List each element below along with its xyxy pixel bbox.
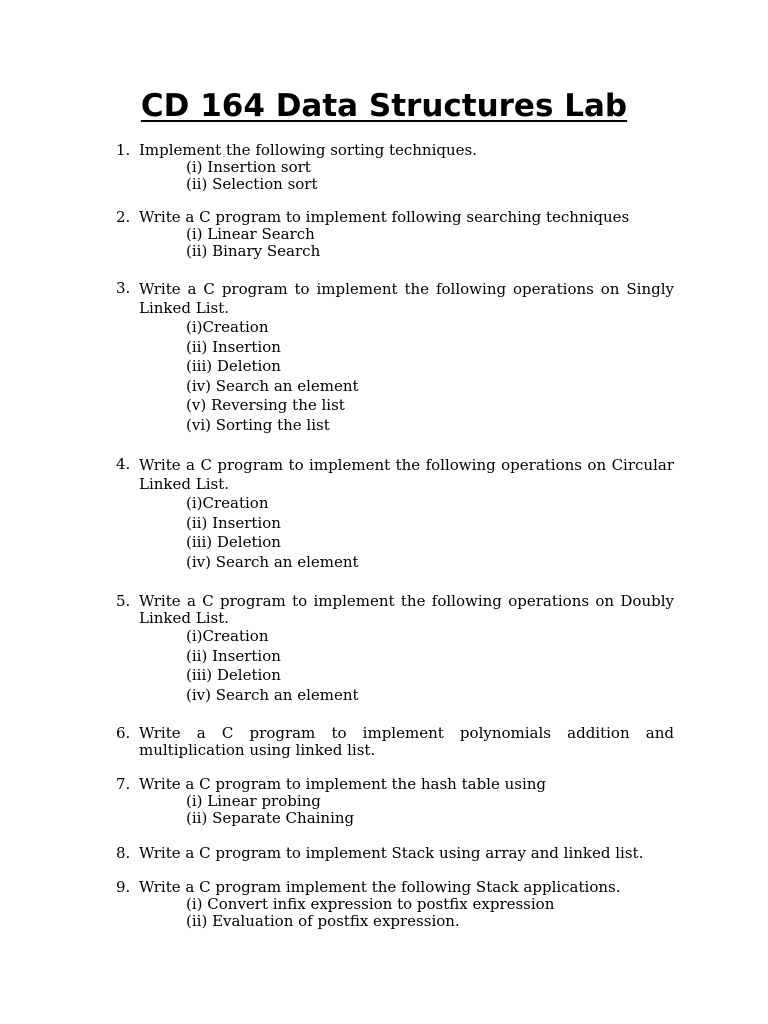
item-number: 6.	[116, 724, 131, 742]
item-subitems	[186, 226, 674, 260]
list-item	[116, 456, 674, 572]
item-subitems	[186, 159, 674, 193]
item-text: Write a C program to implement the following operations on Singly Linked List.	[139, 280, 674, 317]
item-text: Write a C program to implement the following operations on Doubly Linked List.	[139, 592, 674, 627]
sub-item: (v) Reversing the list	[186, 396, 345, 415]
list-item	[116, 776, 674, 827]
sub-item: (i) Linear Search	[186, 225, 315, 243]
list-item	[116, 593, 674, 705]
sub-item: (ii) Insertion	[186, 646, 281, 665]
sub-item: (i) Convert infix expression to postfix expression	[186, 895, 555, 913]
item-text: Write a C program to implement polynomials addition and multiplication using linked list.	[139, 724, 674, 759]
list-item	[116, 280, 674, 436]
item-subitems	[186, 494, 674, 572]
sub-item: (iv) Search an element	[186, 552, 359, 571]
list-item	[116, 879, 674, 930]
list-item	[116, 142, 674, 193]
sub-item: (iv) Search an element	[186, 376, 359, 395]
sub-item: (i)Creation	[186, 318, 269, 336]
item-subitems	[186, 896, 674, 930]
item-subitems	[186, 627, 674, 705]
sub-item: (iii) Deletion	[186, 533, 281, 552]
item-text: Write a C program to implement following searching techniques	[139, 208, 630, 226]
document-title: CD 164 Data Structures Lab	[140, 88, 628, 124]
item-number: 8.	[116, 844, 131, 862]
item-number: 5.	[116, 592, 131, 610]
item-number: 1.	[116, 141, 131, 159]
sub-item: (ii) Separate Chaining	[186, 809, 355, 827]
sub-item: (ii) Binary Search	[186, 242, 321, 260]
item-text: Write a C program implement the following Stack applications.	[139, 878, 621, 896]
item-text: Write a C program to implement the following operations on Circular Linked List.	[139, 456, 674, 493]
sub-item: (i) Linear probing	[186, 792, 321, 810]
list-item	[116, 725, 674, 759]
sub-item: (ii) Selection sort	[186, 175, 318, 193]
sub-item: (vi) Sorting the list	[186, 415, 330, 434]
sub-item: (iii) Deletion	[186, 666, 281, 684]
item-subitems	[186, 318, 674, 436]
item-number: 3.	[116, 279, 131, 297]
item-text: Write a C program to implement Stack using array and linked list.	[139, 844, 644, 862]
sub-item: (iii) Deletion	[186, 357, 281, 376]
sub-item: (ii) Insertion	[186, 337, 281, 356]
sub-item: (i)Creation	[186, 627, 269, 645]
item-number: 9.	[116, 878, 131, 896]
item-subitems	[186, 793, 674, 827]
item-number: 2.	[116, 208, 131, 226]
sub-item: (i) Insertion sort	[186, 158, 311, 176]
sub-item: (iv) Search an element	[186, 685, 359, 704]
sub-item: (ii) Insertion	[186, 513, 281, 532]
list-item	[116, 209, 674, 260]
list-item	[116, 845, 674, 862]
item-text: Write a C program to implement the hash table using	[139, 775, 547, 793]
sub-item: (ii) Evaluation of postfix expression.	[186, 912, 460, 930]
item-text: Implement the following sorting techniques.	[139, 141, 477, 159]
item-number: 7.	[116, 775, 131, 793]
sub-item: (i)Creation	[186, 494, 269, 512]
item-number: 4.	[116, 455, 131, 473]
